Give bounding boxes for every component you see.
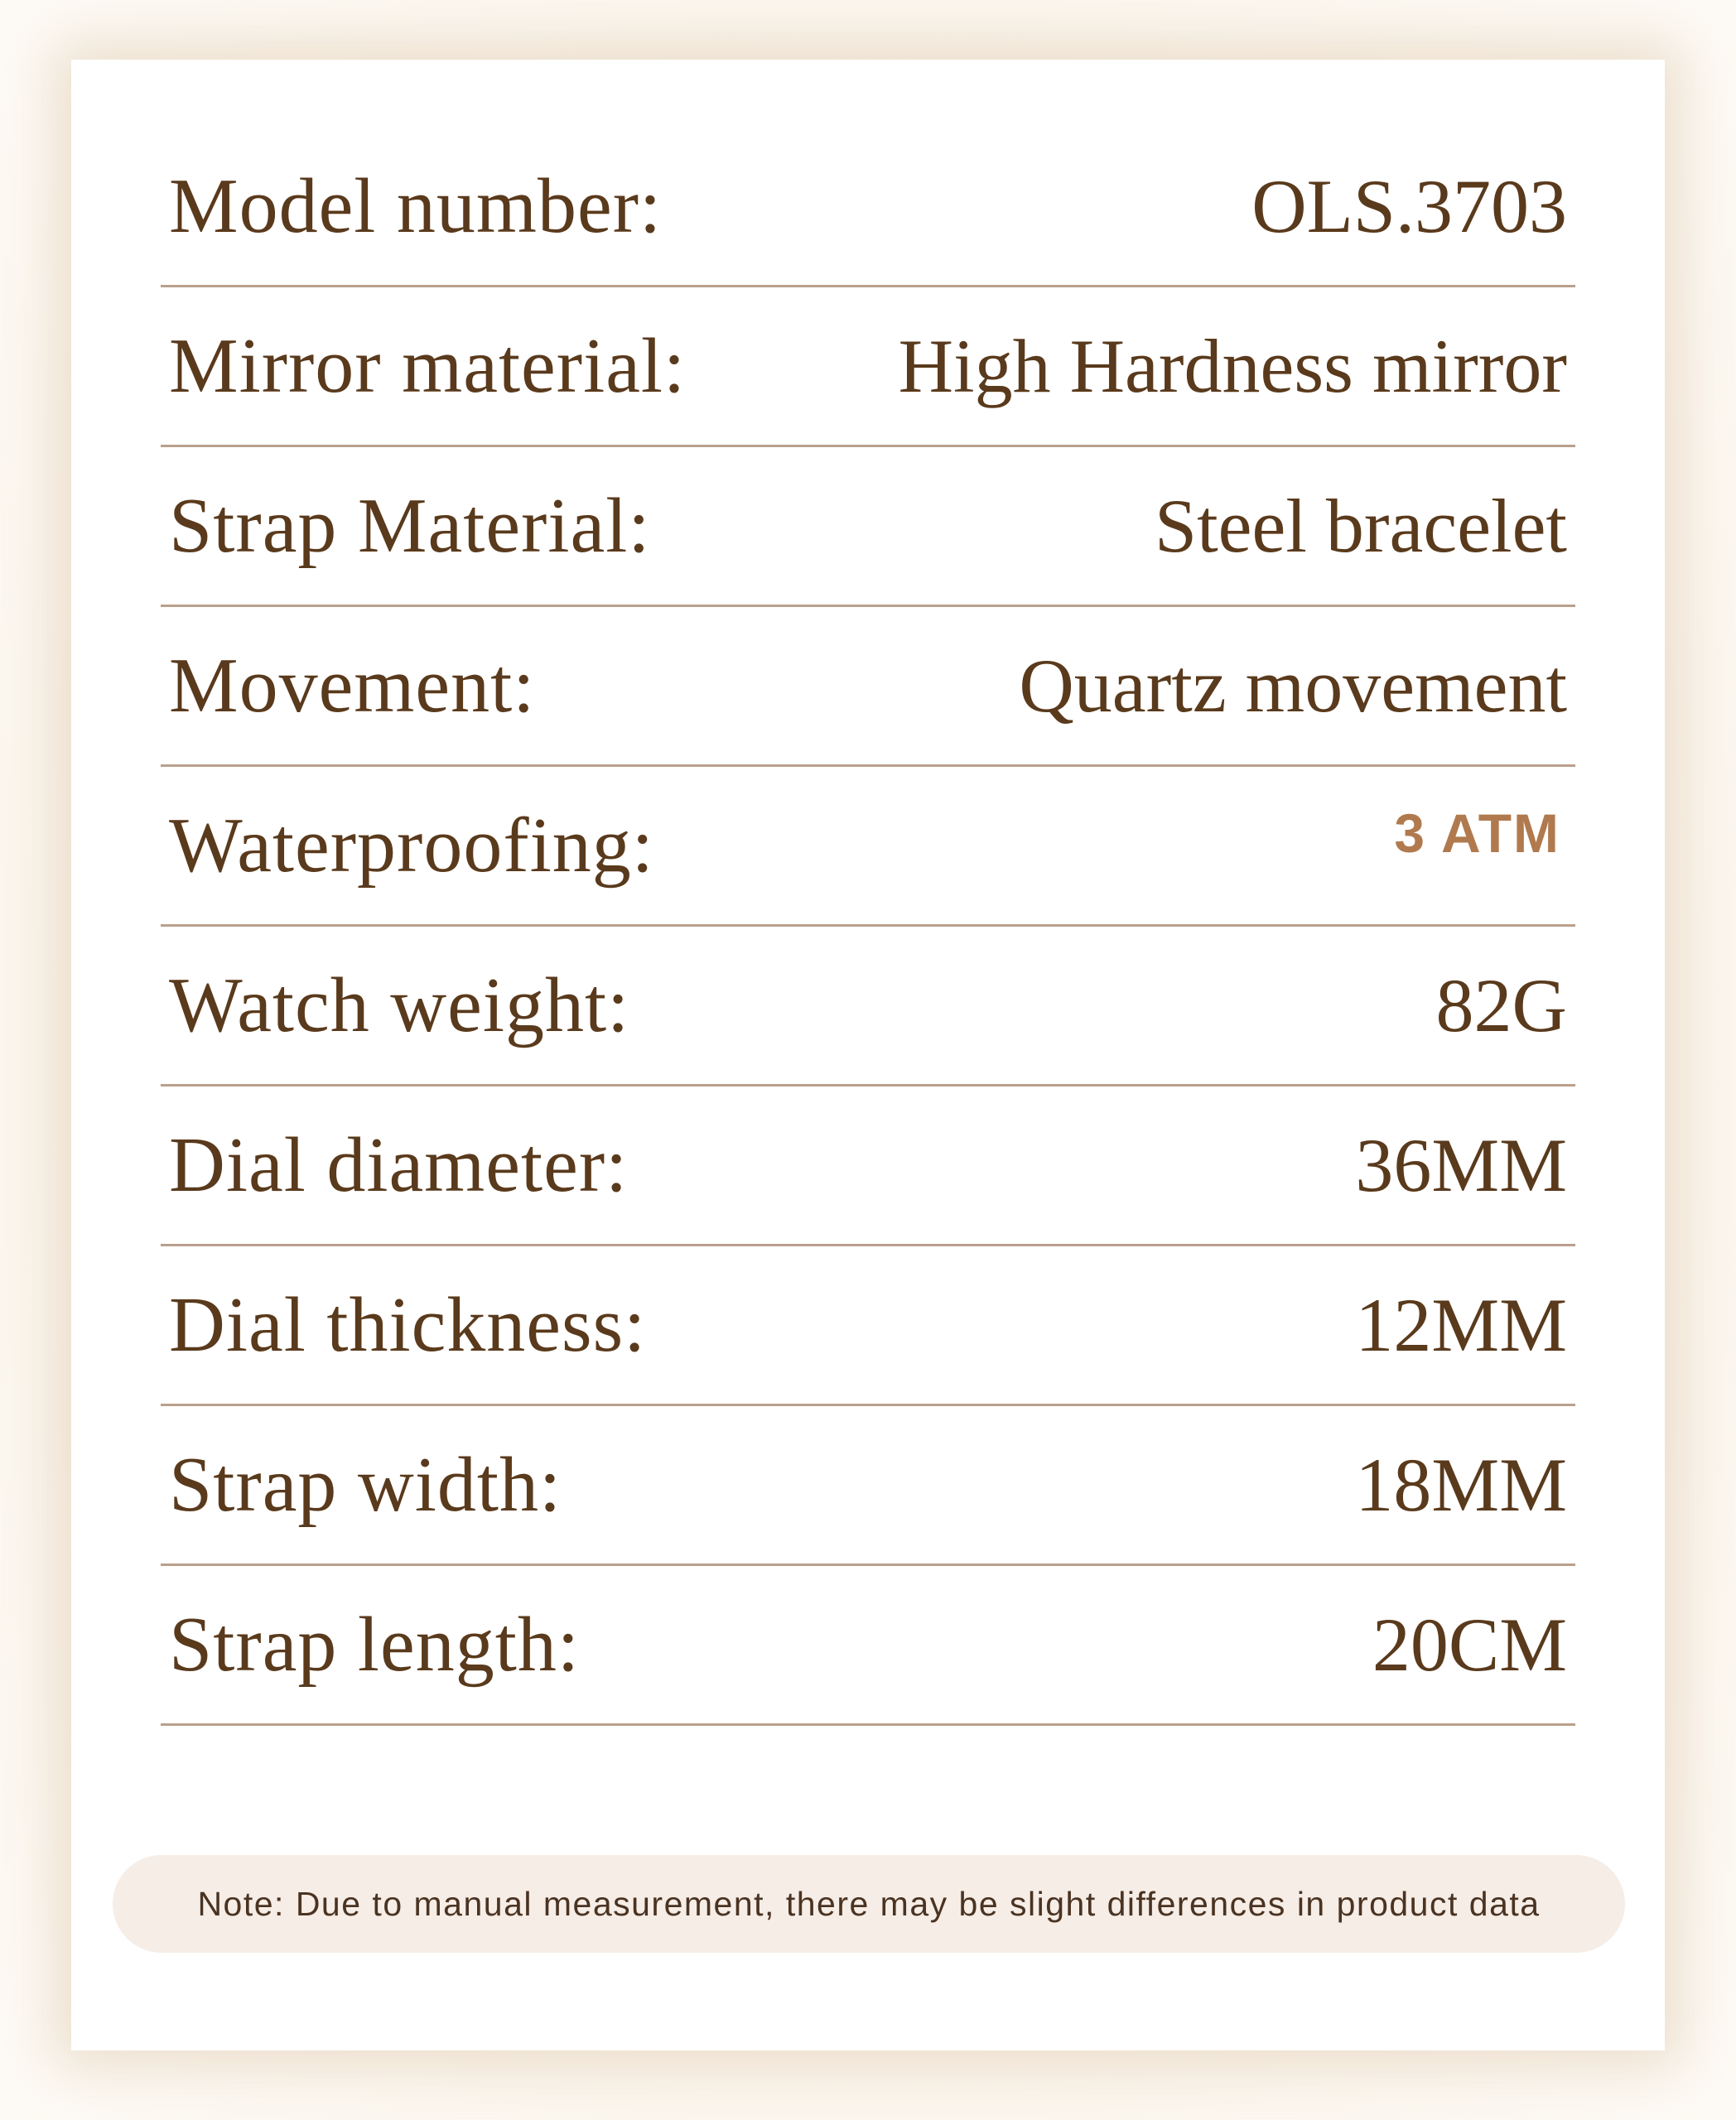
- spec-value: 82G: [1435, 963, 1567, 1048]
- spec-label: Mirror material:: [169, 323, 687, 409]
- spec-label: Dial diameter:: [169, 1122, 629, 1208]
- spec-label: Strap length:: [169, 1602, 580, 1688]
- note-banner: [113, 1855, 1625, 1953]
- spec-value: 18MM: [1355, 1443, 1567, 1527]
- spec-label: Movement:: [169, 643, 536, 729]
- spec-value: OLS.3703: [1251, 164, 1567, 248]
- spec-label: Strap Material:: [169, 483, 651, 569]
- spec-label: Model number:: [169, 163, 663, 249]
- spec-row-strap-width: [161, 1406, 1575, 1566]
- spec-value: 36MM: [1355, 1123, 1567, 1207]
- spec-row-dial-diameter: [161, 1086, 1575, 1246]
- spec-value: High Hardness mirror: [898, 324, 1567, 408]
- spec-row-movement: [161, 607, 1575, 767]
- spec-card: [71, 60, 1665, 2050]
- spec-row-watch-weight: [161, 927, 1575, 1086]
- spec-row-waterproofing: [161, 767, 1575, 927]
- spec-list: [161, 128, 1575, 1726]
- spec-row-strap-length: [161, 1566, 1575, 1726]
- spec-row-dial-thickness: [161, 1246, 1575, 1406]
- spec-row-mirror-material: [161, 287, 1575, 447]
- spec-value: 3 ATM: [1394, 802, 1560, 864]
- spec-row-strap-material: [161, 447, 1575, 607]
- spec-label: Watch weight:: [169, 962, 630, 1048]
- spec-row-model-number: [161, 128, 1575, 287]
- spec-value: 20CM: [1372, 1602, 1567, 1687]
- note-text: Note: Due to manual measurement, there may be slight differences in product data: [197, 1884, 1541, 1923]
- spec-value: 12MM: [1355, 1283, 1567, 1367]
- spec-label: Strap width:: [169, 1442, 562, 1528]
- spec-label: Dial thickness:: [169, 1282, 647, 1368]
- spec-value: Steel bracelet: [1154, 484, 1567, 568]
- spec-value: Quartz movement: [1019, 643, 1567, 728]
- spec-label: Waterproofing:: [169, 802, 654, 889]
